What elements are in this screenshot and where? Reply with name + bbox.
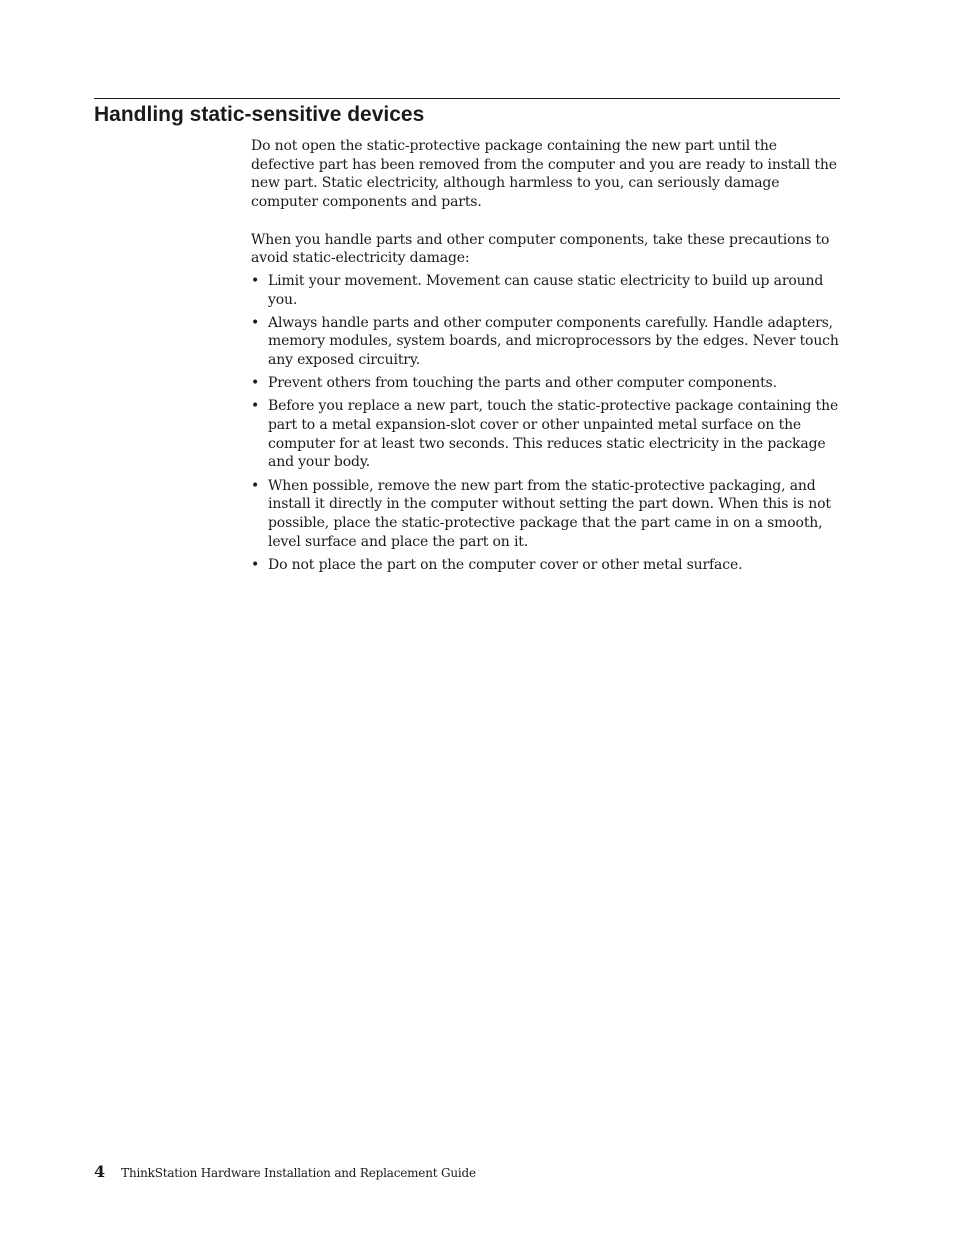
list-item [251,556,841,575]
book-title: ThinkStation Hardware Installation and Replacement Guide [121,1166,476,1180]
paragraph-static-package: Do not open the static-protective package containing the new part until the defective part has been removed from the computer and you are ready to install the new part. Static electricity, although harmless to you, can seriously damage computer components and parts. [251,138,837,211]
list-item-text: When possible, remove the new part from the static-protective packaging, and install it directly in the computer without setting the part down. When this is not possible, place the static-protective package that the part came in on a smooth, level surface and place the part on it. [268,477,831,550]
section-heading: Handling static-sensitive devices [94,103,425,126]
bullet-icon: • [251,398,260,415]
section-rule [94,98,840,99]
list-item-text: Before you replace a new part, touch the static-protective package containing the part to a metal expansion-slot cover or other unpainted metal surface on the computer for at least two seconds. This reduces static electricity in the package and your body. [268,398,839,471]
page-number: 4 [94,1162,106,1181]
paragraph-precautions-intro: When you handle parts and other computer components, take these precautions to avoid static-electricity damage: [251,231,830,267]
bullet-icon: • [251,272,260,289]
page-footer [94,1162,476,1182]
bullet-icon: • [251,375,260,392]
list-item-text: Limit your movement. Movement can cause static electricity to build up around you. [268,272,824,308]
bullet-icon: • [251,556,260,573]
list-item [251,477,841,552]
list-item [251,374,841,393]
bullet-icon: • [251,477,260,494]
list-item-text: Do not place the part on the computer cover or other metal surface. [268,556,743,573]
precautions-list [251,272,841,575]
list-item [251,314,841,370]
list-item [251,397,841,472]
list-item-text: Prevent others from touching the parts and other computer components. [268,375,777,392]
list-item [251,272,841,309]
bullet-icon: • [251,314,260,331]
list-item-text: Always handle parts and other computer components carefully. Handle adapters, memory modules, system boards, and microprocessors by the edges. Never touch any exposed circuitry. [268,314,839,369]
section-body [251,137,841,579]
